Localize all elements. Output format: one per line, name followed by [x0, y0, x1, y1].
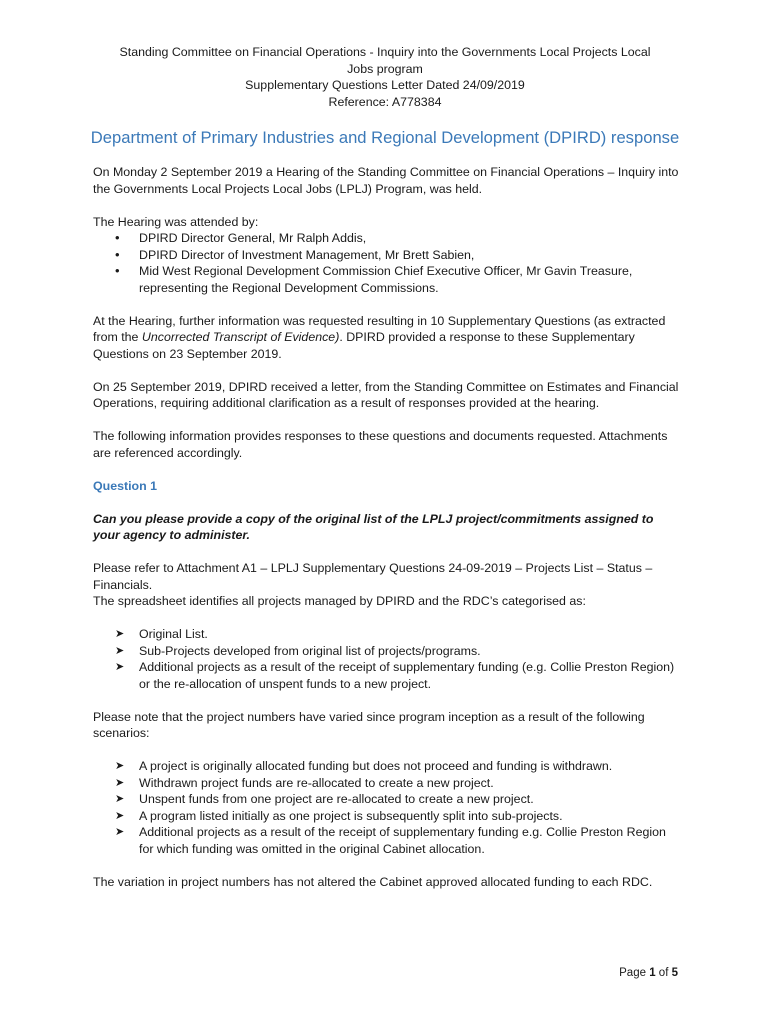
arrow-bullet-icon: ➤: [115, 776, 125, 789]
total-pages: 5: [671, 967, 678, 979]
question-1-text: Can you please provide a copy of the original list of the LPLJ project/commitments assigned to your agency to administer.: [93, 511, 654, 542]
category-item: ➤ Additional projects as a result of the receipt of supplementary funding (e.g. Collie Preston Region) or the re-allocation of unspent funds to a new project.: [115, 660, 675, 691]
variation-paragraph: The variation in project numbers has not altered the Cabinet approved allocated funding to each RDC.: [93, 874, 653, 889]
following-paragraph: The following information provides responses to these questions and documents requested. Attachments are referenced accordingly.: [93, 429, 668, 460]
scenario-item: ➤ A program listed initially as one project is subsequently split into sub-projects.: [115, 808, 563, 823]
note-paragraph: Please note that the project numbers have varied since program inception as a result of the following scenarios:: [93, 709, 645, 740]
arrow-bullet-icon: ➤: [115, 644, 125, 657]
page-number: Page 1 of 5: [619, 967, 678, 979]
document-title: Department of Primary Industries and Regional Development (DPIRD) response: [90, 128, 680, 147]
scenario-item: ➤ Withdrawn project funds are re-allocated to create a new project.: [115, 775, 494, 790]
header-line-1: Standing Committee on Financial Operations - Inquiry into the Governments Local Projects Local: [119, 45, 651, 59]
header-line-2: Jobs program: [347, 61, 423, 76]
category-item: ➤ Sub-Projects developed from original list of projects/programs.: [115, 643, 481, 658]
bullet-icon: [115, 263, 129, 280]
category-list: [93, 626, 683, 692]
intro-paragraph: On Monday 2 September 2019 a Hearing of the Standing Committee on Financial Operations – Inquiry into the Governments Local Projects Local Jobs (LPLJ) Program, was held.: [93, 165, 679, 196]
spreadsheet-paragraph: The spreadsheet identifies all projects managed by DPIRD and the RDC’s categorised as:: [93, 594, 586, 608]
arrow-bullet-icon: ➤: [115, 809, 125, 822]
bullet-icon: [115, 230, 129, 247]
header-line-3: Supplementary Questions Letter Dated 24/09/2019: [245, 78, 525, 92]
transcript-reference: Uncorrected Transcript of Evidence): [141, 330, 340, 344]
further-info-paragraph: At the Hearing, further information was requested resulting in 10 Supplementary Questions (as extracted from the Uncorrected Transcript of Evidence). DPIRD provided a response to these Supplementary Questions on 23 September 2019.: [93, 313, 666, 361]
arrow-bullet-icon: ➤: [115, 661, 125, 673]
bullet-icon: [115, 247, 129, 264]
scenario-list: [93, 758, 683, 857]
current-page: 1: [649, 967, 656, 979]
attendee-list: [93, 230, 683, 296]
document-header: [80, 44, 690, 110]
arrow-bullet-icon: ➤: [115, 760, 125, 772]
arrow-bullet-icon: ➤: [115, 826, 125, 838]
attendee-item: • DPIRD Director General, Mr Ralph Addis,: [93, 230, 683, 247]
scenario-item: ➤ Additional projects as a result of the receipt of supplementary funding e.g. Collie Preston Region for which funding was omitted in the original Cabinet allocation.: [115, 825, 666, 856]
attendee-item: • DPIRD Director of Investment Management, Mr Brett Sabien,: [93, 247, 683, 264]
question-1-heading: Question 1: [93, 478, 158, 493]
category-item: ➤ Original List.: [115, 627, 208, 641]
refer-paragraph: Please refer to Attachment A1 – LPLJ Supplementary Questions 24-09-2019 – Projects List – Status – Financials.: [93, 561, 653, 592]
header-reference: Reference: A778384: [328, 94, 442, 109]
scenario-item: ➤ Unspent funds from one project are re-allocated to create a new project.: [115, 792, 534, 806]
arrow-bullet-icon: ➤: [115, 628, 125, 640]
attended-label: The Hearing was attended by:: [93, 214, 259, 229]
arrow-bullet-icon: ➤: [115, 793, 125, 805]
scenario-item: ➤ A project is originally allocated funding but does not proceed and funding is withdrawn.: [115, 759, 613, 773]
document-body: [93, 164, 683, 907]
spacer: [93, 610, 683, 627]
letter-paragraph: On 25 September 2019, DPIRD received a letter, from the Standing Committee on Estimates and Financial Operations, requiring additional clarification as a result of responses provided at the hearing.: [93, 379, 679, 410]
attendee-item: • Mid West Regional Development Commission Chief Executive Officer, Mr Gavin Treasure, representing the Regional Development Commissions.: [93, 263, 683, 296]
